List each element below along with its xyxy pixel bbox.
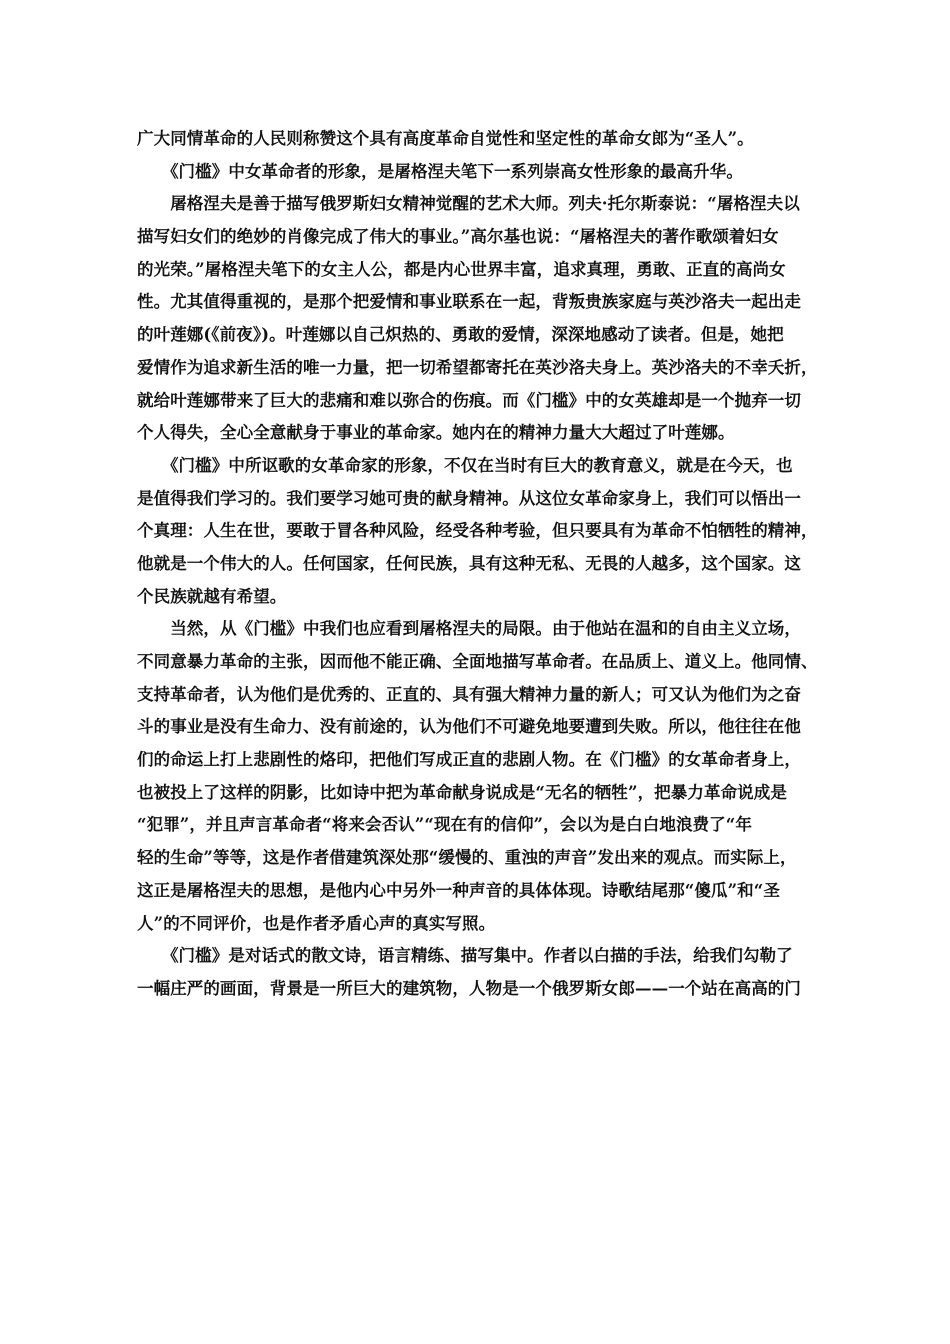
text-line: 《门槛》中所讴歌的女革命家的形象，不仅在当时有巨大的教育意义，就是在今天，也 — [137, 455, 793, 475]
text-line: 的叶莲娜(《前夜》)。叶莲娜以自己炽热的、勇敢的爱情，深深地感动了读者。但是，她把 — [137, 325, 784, 345]
text-line: 描写妇女们的绝妙的肖像完成了伟大的事业。”高尔基也说：“屠格涅夫的著作歌颂着妇女 — [137, 227, 779, 247]
text-line: 人”的不同评价，也是作者矛盾心声的真实写照。 — [137, 913, 496, 933]
text-line: 斗的事业是没有生命力、没有前途的，认为他们不可避免地要遭到失败。所以，他往往在他 — [137, 717, 801, 737]
text-line: 是值得我们学习的。我们要学习她可贵的献身精神。从这位女革命家身上，我们可以悟出一 — [137, 488, 801, 508]
text-line: 屠格涅夫是善于描写俄罗斯妇女精神觉醒的艺术大师。列夫·托尔斯泰说：“屠格涅夫以 — [137, 194, 800, 214]
text-line: 《门槛》中女革命者的形象，是屠格涅夫笔下一系列崇高女性形象的最高升华。 — [137, 161, 743, 181]
text-line: 这正是屠格涅夫的思想，是他内心中另外一种声音的具体体现。诗歌结尾那“傻瓜”和“圣 — [137, 880, 780, 900]
text-line: 性。尤其值得重视的，是那个把爱情和事业联系在一起，背叛贵族家庭与英沙洛夫一起出走 — [137, 292, 801, 312]
text-line: 爱情作为追求新生活的唯一力量，把一切希望都寄托在英沙洛夫身上。英沙洛夫的不幸夭折， — [137, 357, 818, 377]
text-line: 也被投上了这样的阴影，比如诗中把为革命献身说成是“无名的牺牲”，把暴力革命说成是 — [137, 782, 787, 802]
text-line: 他就是一个伟大的人。任何国家，任何民族，具有这种无私、无畏的人越多，这个国家。这 — [137, 553, 801, 573]
text-line: 不同意暴力革命的主张，因而他不能正确、全面地描写革命者。在品质上、道义上。他同情、 — [137, 652, 818, 671]
text-line: 个人得失，全心全意献身于事业的革命家。她内在的精神力量大大超过了叶莲娜。 — [137, 423, 735, 443]
text-line: 支持革命者，认为他们是优秀的、正直的、具有强大精神力量的新人；可又认为他们为之奋 — [137, 684, 801, 704]
text-line: “犯罪”，并且声言革命者“将来会否认”“现在有的信仰”，会以为是白白地浪费了“年 — [137, 815, 752, 835]
text-line: 个真理：人生在世，要敢于冒各种风险，经受各种考验，但只要具有为革命不怕牺牲的精神， — [137, 521, 818, 541]
text-line: 一幅庄严的画面，背景是一所巨大的建筑物，人物是一个俄罗斯女郎——一个站在高高的门 — [137, 978, 801, 998]
body-text — [137, 123, 817, 1006]
text-line: 们的命运上打上悲剧性的烙印，把他们写成正直的悲剧人物。在《门槛》的女革命者身上， — [137, 750, 801, 770]
text-line: 轻的生命”等等，这是作者借建筑深处那“缓慢的、重浊的声音”发出来的观点。而实际上， — [137, 848, 797, 868]
text-line: 广大同情革命的人民则称赞这个具有高度革命自觉性和坚定性的革命女郎为“圣人”。 — [137, 129, 754, 148]
text-line: 就给叶莲娜带来了巨大的悲痛和难以弥合的伤痕。而《门槛》中的女英雄却是一个抛弃一切 — [137, 390, 801, 410]
text-line: 当然，从《门槛》中我们也应看到屠格涅夫的局限。由于他站在温和的自由主义立场， — [137, 619, 801, 639]
text-line: 的光荣。”屠格涅夫笔下的女主人公，都是内心世界丰富，追求真理，勇敢、正直的高尚女 — [137, 259, 786, 279]
text-line: 《门槛》是对话式的散文诗，语言精练、描写集中。作者以白描的手法，给我们勾勒了 — [137, 946, 793, 966]
text-line: 个民族就越有希望。 — [137, 586, 287, 606]
